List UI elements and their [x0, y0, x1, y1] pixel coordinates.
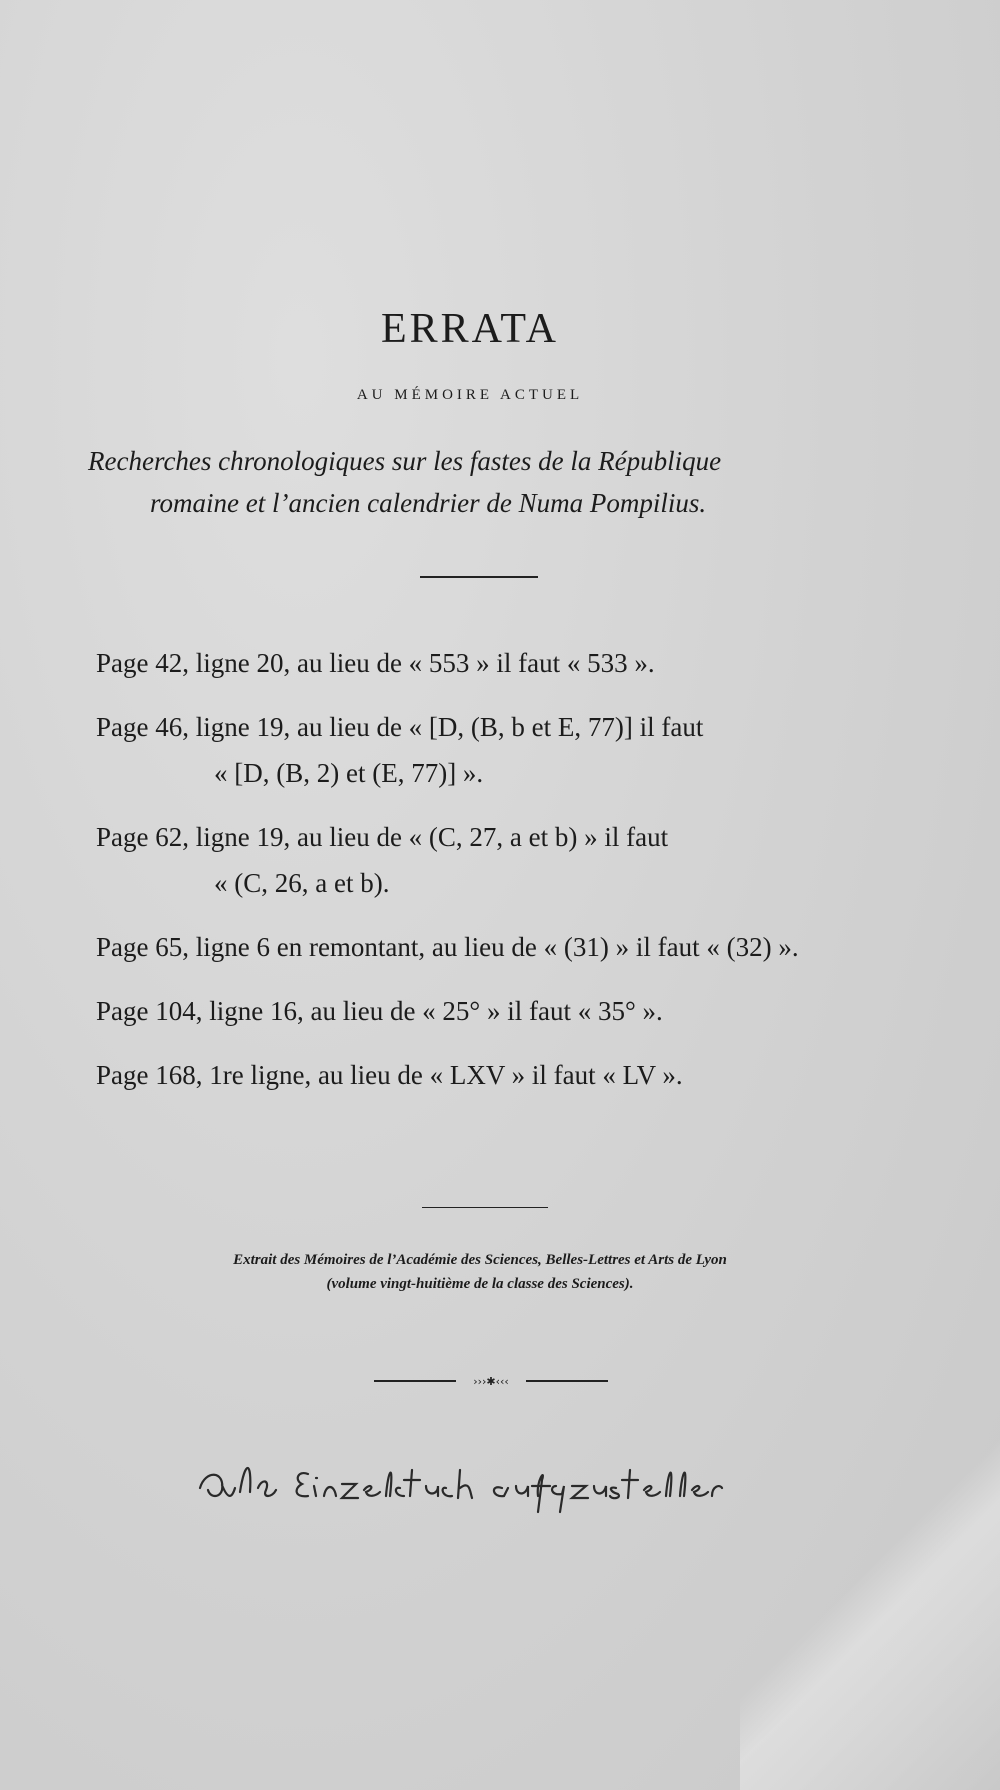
errata-entry	[96, 988, 876, 1034]
page-title: ERRATA	[381, 306, 559, 352]
page-subtitle: AU MÉMOIRE ACTUEL	[356, 387, 584, 403]
errata-entry-continuation: « [D, (B, 2) et (E, 77)] ».	[214, 758, 484, 788]
errata-list	[96, 640, 876, 1116]
paper-fold-shading	[740, 1410, 1000, 1790]
errata-entry	[96, 1052, 876, 1098]
errata-entry	[96, 640, 876, 686]
work-title-line-1: Recherches chronologiques sur les fastes de la République	[88, 446, 722, 476]
extract-note-line-1: Extrait des Mémoires de l’Académie des Sciences, Belles-Lettres et Arts de Lyon	[233, 1252, 727, 1268]
work-title-line-2: romaine et l’ancien calendrier de Numa Pompilius.	[150, 488, 707, 518]
errata-entry-text: Page 62, ligne 19, au lieu de « (C, 27, a et b) » il faut	[96, 822, 669, 852]
divider-rule-top	[420, 576, 538, 578]
extract-note	[120, 1248, 840, 1296]
errata-entry	[96, 814, 876, 906]
errata-entry-text: Page 65, ligne 6 en remontant, au lieu de « (31) » il faut « (32) ».	[96, 932, 799, 962]
errata-entry-text: Page 46, ligne 19, au lieu de « [D, (B, b et E, 77)] il faut	[96, 712, 704, 742]
extract-note-line-2: (volume vingt-huitième de la classe des Sciences).	[326, 1276, 634, 1292]
svg-text:›››✱‹‹‹: ›››✱‹‹‹	[473, 1375, 509, 1388]
divider-rule-bottom	[422, 1207, 548, 1208]
errata-entry-text: Page 104, ligne 16, au lieu de « 25° » il faut « 35° ».	[96, 996, 663, 1026]
errata-entry	[96, 924, 876, 970]
work-title	[88, 440, 868, 524]
handwritten-note	[190, 1440, 730, 1520]
errata-entry-text: Page 42, ligne 20, au lieu de « 553 » il faut « 533 ».	[96, 648, 655, 678]
errata-entry-continuation: « (C, 26, a et b).	[214, 868, 390, 898]
errata-entry-text: Page 168, 1re ligne, au lieu de « LXV » il faut « LV ».	[96, 1060, 683, 1090]
ornament-divider-icon	[374, 1374, 608, 1388]
errata-entry	[96, 704, 876, 796]
